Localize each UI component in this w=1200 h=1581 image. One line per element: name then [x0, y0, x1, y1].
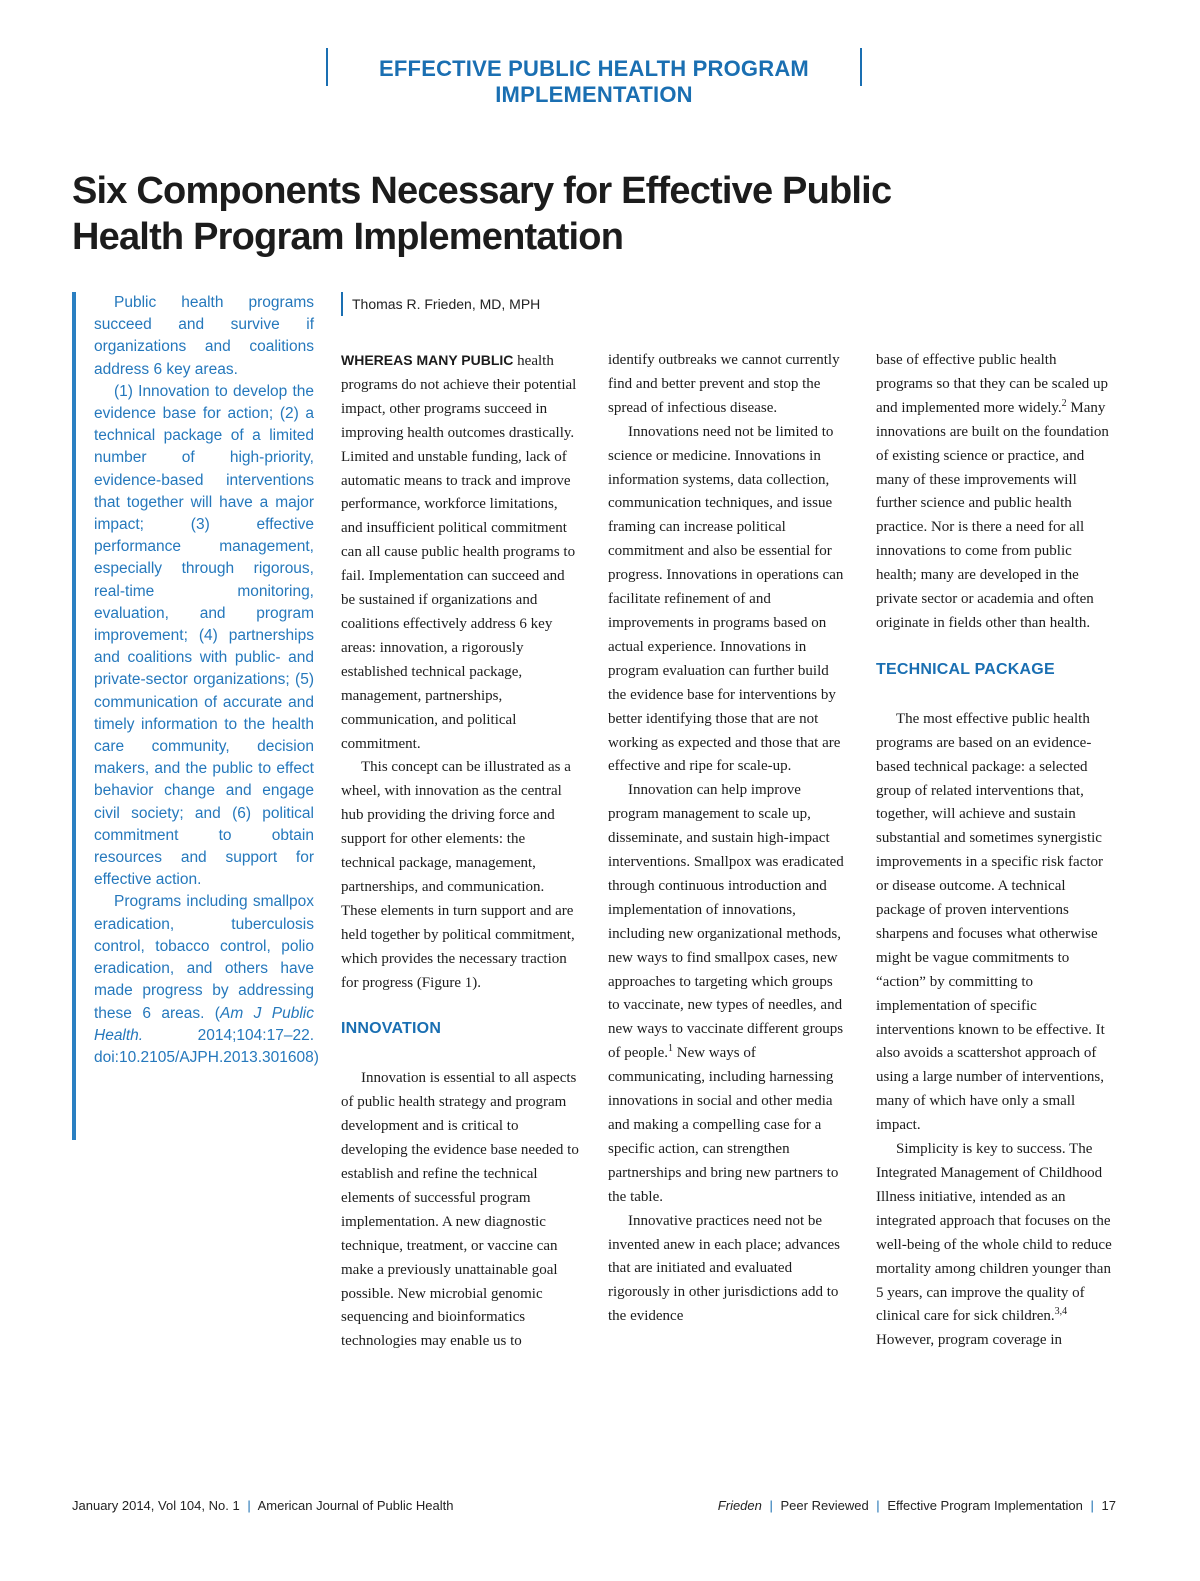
lead-in-caps: WHEREAS MANY PUBLIC — [341, 352, 514, 368]
header-right-rule — [860, 48, 862, 86]
body-paragraph: Innovations need not be limited to science or medicine. Innovations in information systems, data collection, communication techniques, and issue framing can increase political commitment and also be essential for progress. Innovations in operations can facilitate refinement of and improvements in programs based on actual experience. Innovations in program evaluation can further build the evidence base for interventions by better identifying those that are not working as expected and those that are effective and ripe for scale-up. — [608, 423, 844, 775]
abstract-paragraph: Public health programs succeed and survive if organizations and coalitions address 6 key areas. — [94, 294, 314, 378]
footer-left — [72, 1498, 453, 1513]
article-type: Peer Reviewed — [780, 1498, 869, 1513]
body-column-1 — [341, 349, 581, 1354]
body-paragraph: Innovation is essential to all aspects of public health strategy and program development and is critical to developing the evidence base needed to establish and refine the technical elements of successful program implementation. A new diagnostic technique, treatment, or vaccine can make a previously unattainable goal possible. New microbial genomic sequencing and bioinformatics technologies may enable us to — [341, 1070, 579, 1350]
reference-marker: 3,4 — [1054, 1306, 1068, 1318]
body-paragraph — [876, 349, 1116, 636]
body-text: New ways of communicating, including harnessing innovations in social and other media and making a compelling case for a specific action, can strengthen partnerships and bring new partners to the table. — [608, 1045, 839, 1205]
running-header — [326, 48, 862, 107]
body-paragraph: The most effective public health programs are based on an evidence-based technical package: a selected group of related interventions that, together, will achieve and sustain substantial and sometimes synergistic improvements in a specific risk factor or disease outcome. A technical package of proven interventions sharpens and focuses what otherwise might be vague commitments to “action” by committing to implementation of specific interventions known to be effective. It also avoids a scattershot approach of using a large number of interventions, many of which have only a small impact. — [876, 710, 1105, 1134]
journal-citation: Am J Public Health. — [94, 1004, 314, 1044]
section-heading-innovation: INNOVATION — [341, 1020, 442, 1038]
body-paragraph: This concept can be illustrated as a wheel, with innovation as the central hub providing the driving force and support for other elements: the technical package, management, partnerships, and communication. These elements in turn support and are held together by political commitment, which provides the necessary traction for progress (Figure 1). — [341, 759, 575, 991]
section-name: Effective Program Implementation — [887, 1498, 1083, 1513]
body-text: However, program coverage in — [876, 1332, 1062, 1349]
body-paragraph — [608, 779, 848, 1209]
article-title: Six Components Necessary for Effective Public Health Program Implementation — [72, 170, 892, 258]
abstract-paragraph: (1) Innovation to develop the evidence base for action; (2) a technical package of a limited number of high-priority, evidence-based interventions that together will have a major impact; (3) effective performance management, especially through rigorous, real-time monitoring, evaluation, and program improvement; (4) partnerships and coalitions with public- and private-sector organizations; (5) communication of accurate and timely information to the health care community, decision makers, and the public to effect behavior change and engage civil society; and (6) political commitment to obtain resources and support for effective action. — [94, 382, 314, 889]
citation-details: 2014;104:17–22. doi:10.2105/AJPH.2013.301608) — [94, 1026, 319, 1066]
body-column-2 — [608, 349, 848, 1329]
body-column-3 — [876, 349, 1116, 1353]
body-text: health programs do not achieve their potential impact, other programs succeed in improving health outcomes drastically. Limited and unstable funding, lack of automatic means to track and improve performance, workforce limitations, and insufficient political commitment can all cause public health programs to fail. Implementation can succeed and be sustained if organizations and coalitions effectively address 6 key areas: innovation, a rigorously established technical package, management, partnerships, communication, and political commitment. — [341, 353, 577, 752]
section-heading-technical-package: TECHNICAL PACKAGE — [876, 660, 1055, 678]
issue-info: January 2014, Vol 104, No. 1 — [72, 1498, 240, 1513]
body-paragraph — [876, 1138, 1116, 1353]
author-byline: Thomas R. Frieden, MD, MPH — [341, 292, 540, 316]
body-paragraph: identify outbreaks we cannot currently find and better prevent and stop the spread of infectious disease. — [608, 352, 840, 416]
reference-marker: 1 — [667, 1043, 673, 1055]
footer-right — [718, 1498, 1116, 1513]
body-paragraph: Innovative practices need not be invented anew in each place; advances that are initiated and evaluated rigorously in other jurisdictions add to the evidence — [608, 1212, 840, 1325]
abstract-text: Programs including smallpox eradication, tuberculosis control, tobacco control, polio eradication, and others have made progress by addressing these 6 areas. ( — [94, 893, 314, 1022]
body-text: Many innovations are built on the foundation of existing science or practice, and many of these improvements will further science and public health practice. Nor is there a need for all innovations to come from public health; many are developed in the private sector or academia and often originate in fields other than health. — [876, 399, 1109, 631]
running-title: EFFECTIVE PUBLIC HEALTH PROGRAM IMPLEMENTATION — [379, 56, 809, 107]
body-text: Innovation can help improve program management to scale up, disseminate, and sustain high-impact interventions. Smallpox was eradicated through continuous introduction and implementation of innovations, including new organizational methods, new ways to find smallpox cases, new approaches to targeting which groups to vaccinate, new types of needles, and new ways to vaccinate different groups of people. — [608, 782, 844, 1062]
footer-author: Frieden — [717, 1498, 762, 1513]
footer-separator: | — [876, 1498, 880, 1513]
body-text: base of effective public health programs so that they can be scaled up and implemented more widely. — [876, 352, 1109, 416]
body-paragraph — [341, 349, 581, 756]
page-number: 17 — [1101, 1498, 1116, 1513]
footer-separator: | — [247, 1498, 251, 1513]
body-text: Simplicity is key to success. The Integrated Management of Childhood Illness initiative, intended as an integrated approach that focuses on the well-being of the whole child to reduce mortality among children younger than 5 years, can improve the quality of clinical care for sick children. — [876, 1141, 1112, 1325]
footer-separator: | — [769, 1498, 773, 1513]
abstract — [72, 292, 319, 1140]
journal-name: American Journal of Public Health — [257, 1498, 454, 1513]
abstract-paragraph — [94, 891, 319, 1069]
reference-marker: 2 — [1061, 397, 1067, 409]
footer-separator: | — [1090, 1498, 1094, 1513]
